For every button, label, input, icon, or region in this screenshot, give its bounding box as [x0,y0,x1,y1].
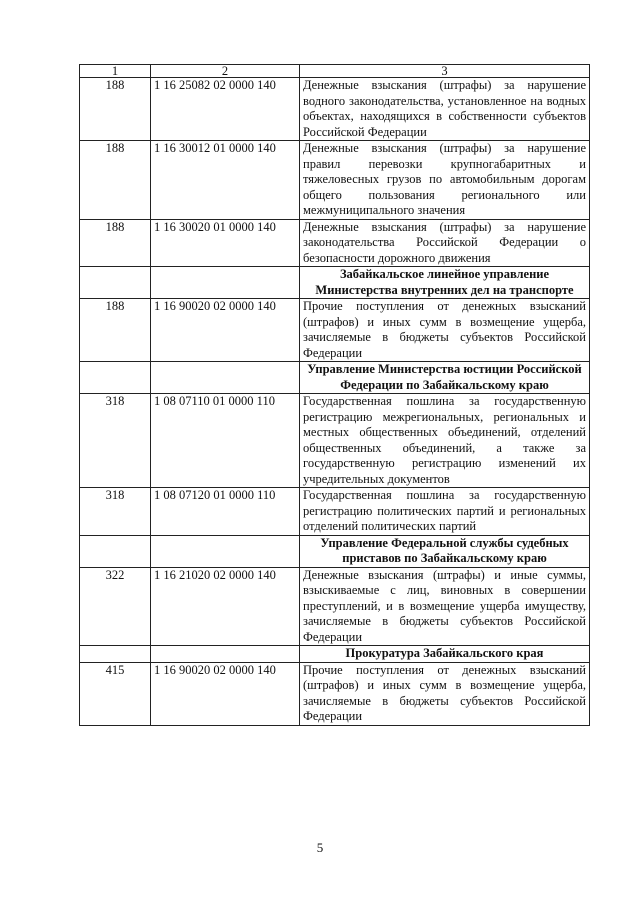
organization-title: Управление Министерства юстиции Российской Федерации по Забайкальскому краю [300,362,590,394]
budget-classification-code: 1 16 21020 02 0000 140 [151,567,300,646]
empty-cell [80,267,151,299]
revenue-description: Денежные взыскания (штрафы) за нарушение законодательства Российской Федерации о безопасности дорожного движения [300,219,590,267]
empty-cell [80,646,151,663]
budget-classification-code: 1 08 07120 01 0000 110 [151,488,300,536]
administrator-code: 188 [80,219,151,267]
table-row [80,394,590,488]
column-header-2: 2 [151,65,300,78]
revenue-codes-table [79,64,590,726]
revenue-description: Государственная пошлина за государственную регистрацию межрегиональных, региональных и местных общественных объединений, отделений общественных объединений, а также за государственную регистрацию изменений их учредительных документов [300,394,590,488]
table-row [80,488,590,536]
revenue-description: Прочие поступления от денежных взысканий (штрафов) и иных сумм в возмещение ущерба, зачисляемые в бюджеты субъектов Российской Федерации [300,299,590,362]
organization-title: Забайкальское линейное управление Министерства внутренних дел на транспорте [300,267,590,299]
administrator-code: 415 [80,662,151,725]
table-body [80,78,590,726]
budget-classification-code: 1 16 25082 02 0000 140 [151,78,300,141]
column-header-1: 1 [80,65,151,78]
budget-classification-code: 1 08 07110 01 0000 110 [151,394,300,488]
table-row [80,662,590,725]
empty-cell [80,362,151,394]
table-row [80,141,590,220]
organization-title: Прокуратура Забайкальского края [300,646,590,663]
table-row [80,219,590,267]
revenue-description: Государственная пошлина за государственную регистрацию политических партий и региональных отделений политических партий [300,488,590,536]
revenue-description: Прочие поступления от денежных взысканий (штрафов) и иных сумм в возмещение ущерба, зачисляемые в бюджеты субъектов Российской Федерации [300,662,590,725]
budget-classification-code: 1 16 90020 02 0000 140 [151,662,300,725]
organization-title: Управление Федеральной службы судебных приставов по Забайкальскому краю [300,535,590,567]
administrator-code: 188 [80,299,151,362]
administrator-code: 188 [80,141,151,220]
administrator-code: 318 [80,394,151,488]
revenue-description: Денежные взыскания (штрафы) за нарушение правил перевозки крупногабаритных и тяжеловесных грузов по автомобильным дорогам общего пользования регионального или межмуниципального значения [300,141,590,220]
empty-cell [151,267,300,299]
page-number: 5 [316,840,324,855]
table-row [80,299,590,362]
empty-cell [151,646,300,663]
table-row [80,567,590,646]
empty-cell [151,362,300,394]
budget-classification-code: 1 16 30012 01 0000 140 [151,141,300,220]
organization-header-row [80,646,590,663]
organization-header-row [80,535,590,567]
budget-classification-code: 1 16 90020 02 0000 140 [151,299,300,362]
empty-cell [80,535,151,567]
administrator-code: 322 [80,567,151,646]
empty-cell [151,535,300,567]
budget-classification-code: 1 16 30020 01 0000 140 [151,219,300,267]
administrator-code: 188 [80,78,151,141]
administrator-code: 318 [80,488,151,536]
table-row [80,78,590,141]
table-header-row [80,65,590,78]
revenue-description: Денежные взыскания (штрафы) и иные суммы, взыскиваемые с лиц, виновных в совершении преступлений, и в возмещение ущерба имуществу, зачисляемые в бюджеты субъектов Российской Федерации [300,567,590,646]
revenue-description: Денежные взыскания (штрафы) за нарушение водного законодательства, установленное на водных объектах, находящихся в собственности субъектов Российской Федерации [300,78,590,141]
organization-header-row [80,267,590,299]
organization-header-row [80,362,590,394]
column-header-3: 3 [300,65,590,78]
